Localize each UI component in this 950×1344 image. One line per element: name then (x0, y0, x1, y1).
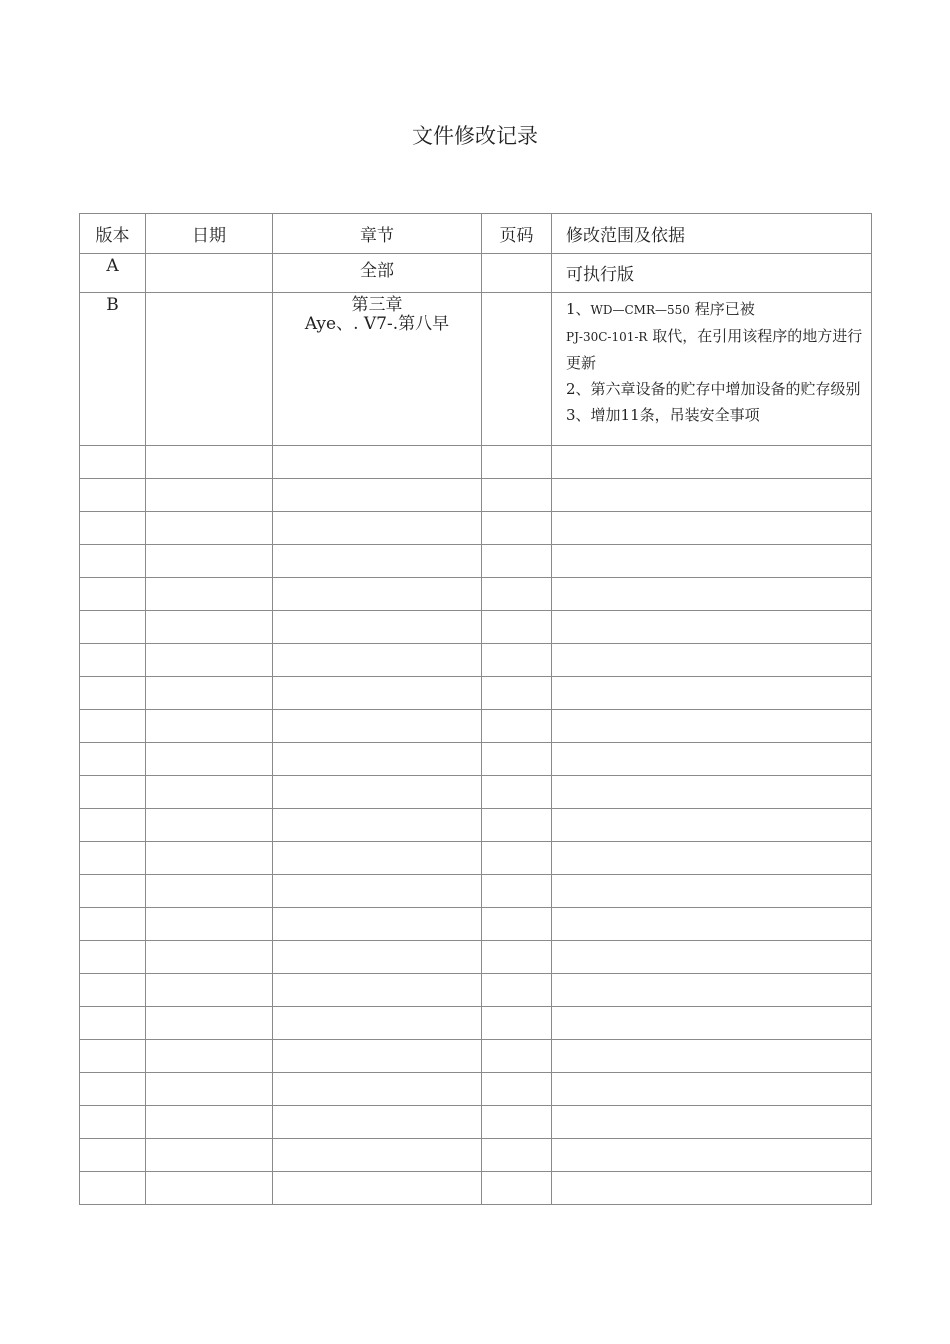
empty-table-row (80, 776, 872, 809)
empty-cell (482, 1073, 552, 1106)
empty-cell (80, 1040, 146, 1073)
empty-cell (80, 545, 146, 578)
empty-cell (552, 1007, 872, 1040)
empty-cell (80, 743, 146, 776)
empty-cell (552, 1106, 872, 1139)
empty-cell (482, 776, 552, 809)
empty-cell (273, 941, 482, 974)
empty-cell (552, 512, 872, 545)
empty-cell (80, 512, 146, 545)
empty-cell (146, 908, 273, 941)
empty-cell (273, 1139, 482, 1172)
empty-cell (552, 545, 872, 578)
cell-date (146, 254, 273, 293)
empty-cell (146, 1073, 273, 1106)
empty-cell (482, 1172, 552, 1205)
cell-page (482, 293, 552, 446)
empty-cell (273, 875, 482, 908)
empty-cell (273, 1172, 482, 1205)
empty-table-row (80, 842, 872, 875)
empty-cell (80, 776, 146, 809)
empty-cell (273, 446, 482, 479)
empty-cell (80, 1139, 146, 1172)
empty-cell (146, 941, 273, 974)
empty-cell (482, 545, 552, 578)
empty-table-row (80, 578, 872, 611)
empty-cell (80, 974, 146, 1007)
empty-cell (482, 611, 552, 644)
empty-cell (80, 710, 146, 743)
empty-cell (146, 479, 273, 512)
empty-cell (482, 1007, 552, 1040)
empty-cell (273, 1040, 482, 1073)
empty-table-row (80, 446, 872, 479)
empty-cell (482, 941, 552, 974)
empty-cell (146, 578, 273, 611)
empty-table-row (80, 512, 872, 545)
cell-chapter: 全部 (273, 254, 482, 293)
empty-cell (273, 710, 482, 743)
empty-cell (552, 809, 872, 842)
empty-cell (146, 644, 273, 677)
empty-cell (482, 974, 552, 1007)
empty-cell (552, 446, 872, 479)
cell-date (146, 293, 273, 446)
empty-cell (80, 875, 146, 908)
empty-table-row (80, 743, 872, 776)
table-row (80, 293, 872, 446)
empty-cell (273, 644, 482, 677)
empty-cell (146, 545, 273, 578)
empty-cell (273, 743, 482, 776)
empty-cell (482, 479, 552, 512)
empty-cell (482, 446, 552, 479)
empty-table-row (80, 1106, 872, 1139)
empty-cell (146, 1172, 273, 1205)
cell-version: A (80, 254, 146, 293)
empty-cell (552, 1040, 872, 1073)
revision-table (79, 213, 872, 1205)
table-header-row (80, 214, 872, 254)
empty-cell (482, 1106, 552, 1139)
empty-table-row (80, 677, 872, 710)
cell-scope (552, 293, 872, 446)
empty-cell (552, 479, 872, 512)
empty-cell (552, 1172, 872, 1205)
table-row (80, 254, 872, 293)
change-text: 取代，在引用该程序的地方进行更新 (566, 327, 863, 372)
empty-cell (273, 1106, 482, 1139)
empty-cell (80, 611, 146, 644)
empty-cell (273, 545, 482, 578)
chapter-line: Aye、. V7-.第八早 (304, 314, 450, 334)
empty-cell (552, 1073, 872, 1106)
empty-cell (80, 809, 146, 842)
procedure-code: PJ-30C-101-R (566, 330, 648, 344)
empty-cell (146, 875, 273, 908)
empty-cell (482, 842, 552, 875)
empty-cell (146, 743, 273, 776)
empty-table-row (80, 1139, 872, 1172)
empty-cell (482, 875, 552, 908)
empty-cell (80, 1106, 146, 1139)
empty-table-row (80, 545, 872, 578)
empty-cell (80, 1172, 146, 1205)
empty-cell (146, 446, 273, 479)
empty-cell (273, 1073, 482, 1106)
cell-chapter (273, 293, 482, 446)
empty-cell (552, 710, 872, 743)
empty-cell (146, 1139, 273, 1172)
header-version: 版本 (80, 214, 146, 254)
empty-cell (80, 479, 146, 512)
empty-table-row (80, 974, 872, 1007)
empty-cell (273, 776, 482, 809)
empty-cell (273, 842, 482, 875)
empty-cell (273, 809, 482, 842)
empty-cell (482, 1139, 552, 1172)
procedure-code: WD—CMR—550 (590, 303, 690, 317)
changes-list (552, 293, 871, 442)
header-scope: 修改范围及依据 (552, 214, 872, 254)
empty-cell (273, 611, 482, 644)
empty-cell (80, 842, 146, 875)
empty-table-row (80, 644, 872, 677)
empty-cell (552, 644, 872, 677)
empty-cell (146, 842, 273, 875)
empty-cell (273, 1007, 482, 1040)
empty-cell (552, 842, 872, 875)
empty-table-row (80, 1172, 872, 1205)
header-chapter: 章节 (273, 214, 482, 254)
empty-table-row (80, 1007, 872, 1040)
empty-cell (146, 1106, 273, 1139)
empty-cell (80, 578, 146, 611)
empty-cell (146, 611, 273, 644)
empty-table-row (80, 908, 872, 941)
empty-cell (482, 644, 552, 677)
change-number: 1、 (566, 300, 591, 318)
empty-cell (273, 479, 482, 512)
chapter-line: 第三章 (351, 295, 403, 315)
empty-cell (482, 512, 552, 545)
empty-cell (146, 1007, 273, 1040)
empty-cell (146, 776, 273, 809)
empty-cell (80, 677, 146, 710)
empty-cell (273, 974, 482, 1007)
empty-cell (552, 941, 872, 974)
empty-cell (273, 677, 482, 710)
empty-cell (146, 710, 273, 743)
empty-cell (482, 710, 552, 743)
empty-cell (482, 1040, 552, 1073)
cell-version: B (80, 293, 146, 446)
empty-table-row (80, 1073, 872, 1106)
cell-page (482, 254, 552, 293)
empty-cell (146, 512, 273, 545)
empty-cell (482, 578, 552, 611)
document-title: 文件修改记录 (412, 124, 538, 148)
empty-cell (80, 446, 146, 479)
empty-cell (80, 941, 146, 974)
empty-cell (482, 677, 552, 710)
change-item: 3、增加11条，吊装安全事项 (566, 406, 760, 424)
cell-scope: 可执行版 (552, 254, 872, 293)
empty-cell (80, 1073, 146, 1106)
change-item: 2、第六章设备的贮存中增加设备的贮存级别 (566, 380, 861, 398)
header-date: 日期 (146, 214, 273, 254)
empty-cell (552, 611, 872, 644)
empty-cell (80, 1007, 146, 1040)
empty-cell (273, 908, 482, 941)
empty-cell (552, 677, 872, 710)
empty-cell (482, 809, 552, 842)
change-text: 程序已被 (689, 300, 755, 318)
empty-cell (273, 512, 482, 545)
change-item (566, 296, 867, 323)
empty-cell (80, 644, 146, 677)
empty-cell (146, 1040, 273, 1073)
empty-table-row (80, 479, 872, 512)
empty-cell (552, 578, 872, 611)
empty-table-row (80, 611, 872, 644)
empty-cell (146, 809, 273, 842)
empty-table-row (80, 710, 872, 743)
change-item-continued (566, 323, 867, 376)
empty-cell (482, 743, 552, 776)
empty-cell (146, 974, 273, 1007)
empty-table-row (80, 941, 872, 974)
empty-cell (552, 875, 872, 908)
empty-table-row (80, 1040, 872, 1073)
empty-cell (146, 677, 273, 710)
empty-cell (552, 908, 872, 941)
empty-cell (552, 974, 872, 1007)
header-page: 页码 (482, 214, 552, 254)
empty-cell (552, 1139, 872, 1172)
empty-cell (80, 908, 146, 941)
empty-cell (482, 908, 552, 941)
empty-cell (552, 776, 872, 809)
empty-cell (552, 743, 872, 776)
empty-table-row (80, 809, 872, 842)
empty-cell (273, 578, 482, 611)
empty-table-row (80, 875, 872, 908)
